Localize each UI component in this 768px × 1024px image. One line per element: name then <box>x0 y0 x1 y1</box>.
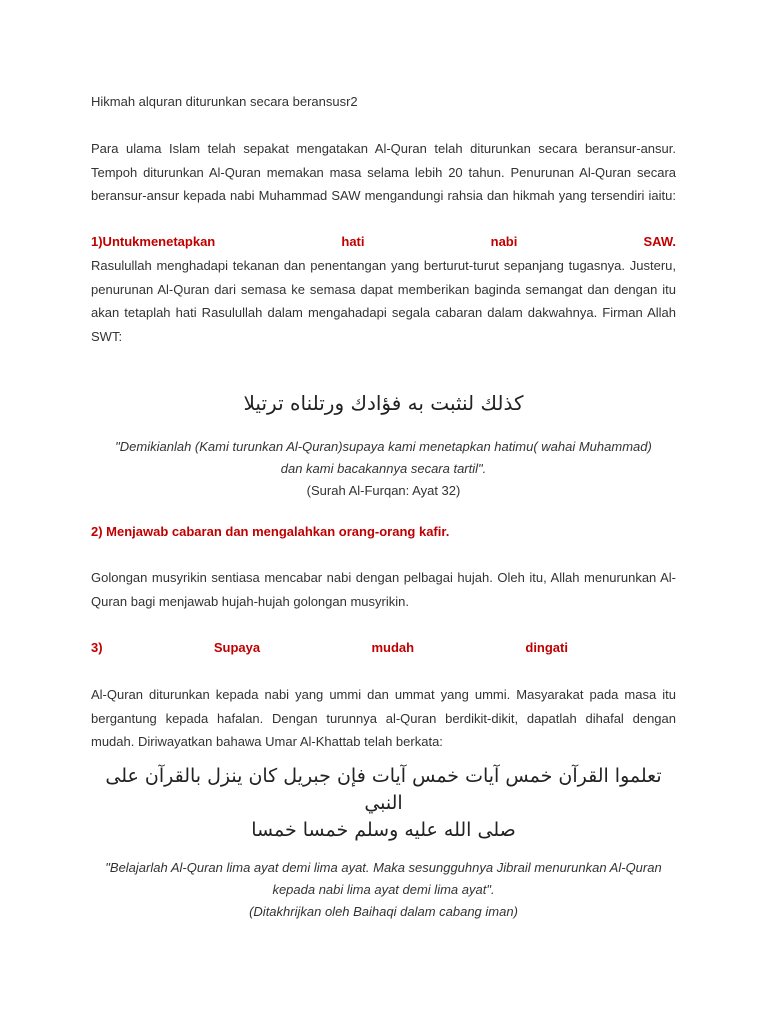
section1-translation <box>91 436 676 502</box>
section1-heading <box>91 233 676 251</box>
section1-heading-word: hati <box>341 234 365 249</box>
section3-heading-word: dingati <box>525 640 568 655</box>
section3-heading-word: 3) <box>91 640 103 655</box>
section1-heading-word: nabi <box>490 234 518 249</box>
section3-heading <box>91 639 676 657</box>
section3-source: (Ditakhrijkan oleh Baihaqi dalam cabang iman) <box>249 904 518 919</box>
section2-body: Golongan musyrikin sentiasa mencabar nabi dengan pelbagai hujah. Oleh itu, Allah menurunkan Al-Quran bagi menjawab hujah-hujah golongan musyrikin. <box>91 570 676 609</box>
section3-translation-line: kepada nabi lima ayat demi lima ayat". <box>272 882 495 897</box>
section2-heading: 2) Menjawab cabaran dan mengalahkan orang-orang kafir. <box>91 524 450 539</box>
section3-heading-word: Supaya <box>213 640 261 655</box>
intro-paragraph: Para ulama Islam telah sepakat mengatakan Al-Quran telah diturunkan secara beransur-ansur. Tempoh diturunkan Al-Quran memakan masa selama lebih 20 tahun. Penurunan Al-Quran secara beransur-ansur kepada nabi Muhammad SAW mengandungi rahsia dan hikmah yang tersendiri iaitu: <box>91 141 676 203</box>
section3-heading-word: mudah <box>371 640 415 655</box>
document-title: Hikmah alquran diturunkan secara beransusr2 <box>91 94 358 109</box>
section3-arabic-line: تعلموا القرآن خمس آيات خمس آيات فإن جبريل كان ينزل بالقرآن على النبي <box>105 765 662 814</box>
section1-source: (Surah Al-Furqan: Ayat 32) <box>306 483 461 498</box>
section3-body: Al-Quran diturunkan kepada nabi yang ummi dan ummat yang ummi. Masyarakat pada masa itu bergantung kepada hafalan. Dengan turunnya al-Quran berdikit-dikit, dapatlah dihafal dengan mudah. Diriwayatkan bahawa Umar Al-Khattab telah berkata: <box>91 687 676 749</box>
section1-translation-line: "Demikianlah (Kami turunkan Al-Quran)supaya kami menetapkan hatimu( wahai Muhammad) <box>115 439 652 454</box>
section1-body: Rasulullah menghadapi tekanan dan penentangan yang berturut-turut sepanjang tugasnya. Justeru, penurunan Al-Quran dari semasa ke semasa dapat memberikan baginda semangat dan dengan itu akan tetaplah hati Rasulullah dalam mengahadapi segala cabaran dalam dakwahnya. Firman Allah SWT: <box>91 258 676 344</box>
section1-heading-word: SAW. <box>643 234 676 249</box>
section1-translation-line: dan kami bacakannya secara tartil". <box>280 461 487 476</box>
section3-translation <box>91 857 676 923</box>
section3-arabic-hadith <box>91 763 676 844</box>
section1-arabic-verse: كذلك لنثبت به فؤادك ورتلناه ترتيلا <box>243 391 524 415</box>
section3-arabic-line: صلى الله عليه وسلم خمسا خمسا <box>251 819 516 841</box>
section3-translation-line: "Belajarlah Al-Quran lima ayat demi lima ayat. Maka sesungguhnya Jibrail menurunkan Al-Quran <box>105 860 662 875</box>
section1-heading-word: 1)Untukmenetapkan <box>91 234 216 249</box>
